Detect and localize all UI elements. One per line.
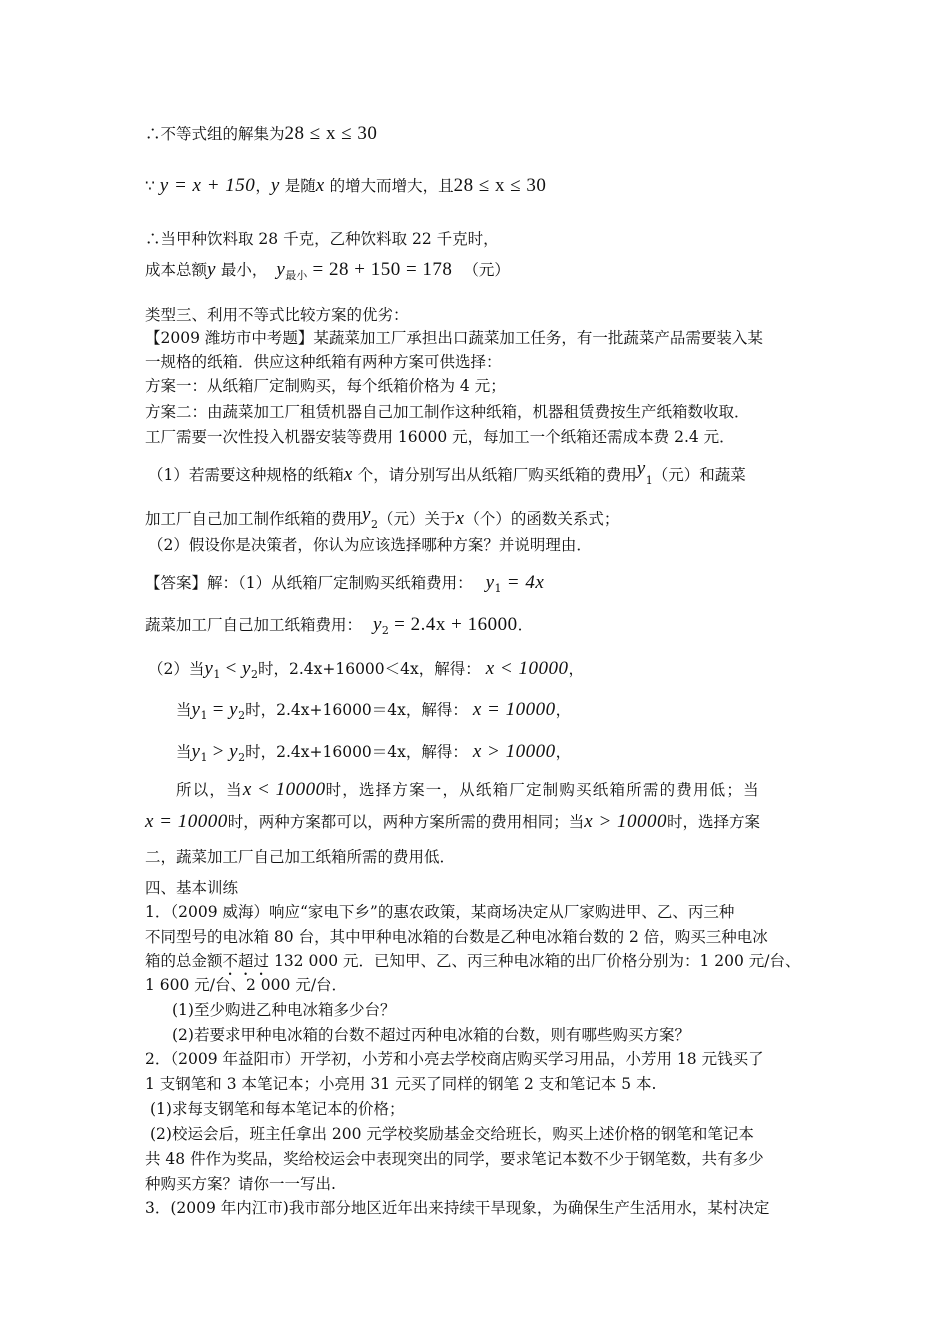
math-subscript: 2	[238, 751, 246, 764]
math-var: y	[229, 741, 239, 762]
math-expression: = 2.4x + 16000	[388, 614, 518, 635]
text: （1）若需要这种规格的纸箱	[148, 466, 344, 484]
text: ，	[555, 701, 572, 719]
compare-greater-line	[176, 742, 571, 768]
math-equation: x = 10000	[145, 811, 228, 832]
exercise-1-text: 1．（2009 威海）响应“家电下乡”的惠农政策，某商场决定从厂家购进甲、乙、丙三种	[145, 903, 735, 921]
text: 时，2.4x+16000＝4x，解得：	[245, 701, 468, 719]
math-subscript: 最小	[285, 269, 308, 282]
exercise-1-q2: (2)若要求甲种电冰箱的台数不超过丙种电冰箱的台数，则有哪些购买方案？	[172, 1026, 690, 1044]
text: （个）的函数关系式；	[464, 510, 620, 528]
math-subscript: 1	[645, 474, 653, 487]
section-heading-training: 四、基本训练	[145, 879, 239, 897]
math-expression: = 28 + 150 = 178	[307, 259, 453, 280]
text: （元）	[463, 261, 510, 279]
math-var: y	[229, 699, 239, 720]
text: 时，选择方案一，从纸箱厂定制购买纸箱所需的费用低；当	[325, 781, 760, 799]
math-subscript: 2	[250, 668, 258, 681]
compare-less-line	[148, 659, 584, 685]
question-1-line	[148, 459, 746, 491]
exercise-3-text: 3．(2009 年内江市)我市部分地区近年出来持续干旱现象，为确保生产生活用水，某村决定	[145, 1199, 770, 1217]
text: 时，选择方案	[667, 813, 761, 831]
math-subscript: 1	[494, 582, 502, 595]
text: 蔬菜加工厂自己加工纸箱费用：	[145, 616, 363, 634]
text: 当	[176, 743, 192, 761]
math-var: y	[485, 572, 495, 593]
math-function: y = x + 150	[159, 175, 256, 196]
math-var: y	[362, 504, 371, 525]
math-var: y	[270, 175, 280, 196]
function-increasing-line	[145, 176, 546, 196]
text: （元）和蔬菜	[652, 466, 746, 484]
emphasized-text: 不超过	[222, 952, 270, 970]
math-expression: = 4x	[501, 572, 545, 593]
problem-text: 工厂需要一次性投入机器安装等费用 16000 元，每加工一个纸箱还需成本费 2.4 元．	[145, 428, 735, 446]
math-var: y	[204, 658, 214, 679]
text: 当	[176, 701, 192, 719]
math-var: y	[207, 259, 216, 280]
exercise-2-text: 种购买方案？请你一一写出.	[145, 1175, 336, 1193]
math-operator: <	[220, 658, 243, 679]
math-var: x	[455, 508, 465, 529]
math-inequality: x < 10000	[485, 658, 569, 679]
math-var: y	[276, 259, 286, 280]
text: （2）当	[148, 660, 205, 678]
exercise-2-q1: (1)求每支钢笔和每本笔记本的价格；	[150, 1100, 405, 1118]
text: 成本总额	[145, 261, 208, 279]
math-var: y	[372, 614, 382, 635]
math-inequality: 28 ≤ x ≤ 30	[453, 175, 547, 196]
exercise-1-q1: (1)至少购进乙种电冰箱多少台？	[172, 1001, 396, 1019]
math-subscript: 1	[200, 751, 208, 764]
problem-text: 【2009 潍坊市中考题】某蔬菜加工厂承担出口蔬菜加工任务，有一批蔬菜产品需要装入某	[145, 329, 763, 347]
text: 所以，当	[176, 781, 243, 799]
text: 时，2.4x+16000＜4x，解得：	[257, 660, 481, 678]
problem-text: 方案二：由蔬菜加工厂租赁机器自己加工制作这种纸箱，机器租赁费按生产纸箱数收取．	[145, 403, 750, 421]
conclusion-line	[145, 229, 499, 249]
math-subscript: 1	[213, 668, 221, 681]
text: 时，2.4x+16000＝4x，解得：	[245, 743, 468, 761]
problem-text: 方案一：从纸箱厂定制购买，每个纸箱价格为 4 元；	[145, 377, 506, 395]
math-subscript: 1	[200, 709, 208, 722]
math-operator: >	[207, 741, 230, 762]
text: ，	[555, 743, 572, 761]
exercise-2-text: 2．（2009 年益阳市）开学初，小芳和小亮去学校商店购买学习用品，小芳用 18 元钱买了	[145, 1050, 764, 1068]
exercise-1-text: 不同型号的电冰箱 80 台，其中甲种电冰箱的台数是乙种电冰箱台数的 2 倍，购买三种电冰	[145, 928, 768, 946]
text: 加工厂自己加工制作纸箱的费用	[145, 510, 363, 528]
math-var: y	[191, 741, 201, 762]
text: 最小，	[215, 261, 268, 279]
math-var: y	[242, 658, 251, 679]
question-1-line-2	[145, 505, 619, 535]
text: ，	[255, 177, 271, 195]
math-subscript: 2	[238, 709, 246, 722]
math-equation: x = 10000	[472, 699, 556, 720]
text: 132 000 元．已知甲、乙、丙三种电冰箱的出厂价格分别为：1 200 元/台、	[269, 952, 801, 970]
because-symbol: ∵	[145, 177, 160, 195]
solution-set-line	[145, 124, 377, 144]
math-operator: =	[207, 699, 230, 720]
text: 箱的总金额	[145, 952, 223, 970]
problem-text: 一规格的纸箱．供应这种纸箱有两种方案可供选择：	[145, 353, 502, 371]
text: ∴不等式组的解集为	[145, 125, 285, 143]
compare-equal-line	[176, 700, 571, 726]
text: （元）关于	[377, 510, 456, 528]
math-var: y	[636, 458, 646, 479]
math-var: y	[191, 699, 201, 720]
answer-line-2	[145, 615, 533, 641]
math-inequality: x < 10000	[242, 779, 326, 800]
text: ∴当甲种饮料取 28 千克，乙种饮料取 22 千克时，	[145, 230, 499, 248]
math-inequality: x > 10000	[472, 741, 556, 762]
summary-line-3: 二，蔬菜加工厂自己加工纸箱所需的费用低．	[145, 848, 456, 866]
exercise-2-text: 1 支钢笔和 3 本笔记本；小亮用 31 元买了同样的钢笔 2 支和笔记本 5 本.	[145, 1075, 657, 1093]
math-inequality: x > 10000	[584, 811, 668, 832]
text: 个，请分别写出从纸箱厂购买纸箱的费用	[352, 466, 637, 484]
exercise-2-q2: (2)校运会后，班主任拿出 200 元学校奖励基金交给班长，购买上述价格的钢笔和笔记本	[150, 1125, 754, 1143]
math-inequality: 28 ≤ x ≤ 30	[284, 123, 378, 144]
text: 的增大而增大，且	[324, 177, 454, 195]
question-2-line: （2）假设你是决策者，你认为应该选择哪种方案？并说明理由．	[148, 536, 592, 554]
text: 【答案】解：（1）从纸箱厂定制购买纸箱费用：	[145, 574, 473, 592]
exercise-2-text: 共 48 件作为奖品，奖给校运会中表现突出的同学，要求笔记本数不少于钢笔数，共有多少	[145, 1150, 764, 1168]
math-var: x	[315, 175, 325, 196]
text: 是随	[279, 177, 316, 195]
section-heading-type3: 类型三、利用不等式比较方案的优劣：	[145, 306, 409, 324]
exercise-1-text: 1 600 元/台、2 000 元/台．	[145, 976, 348, 994]
min-cost-line	[145, 260, 510, 286]
math-subscript: 2	[370, 518, 378, 531]
text: ．	[517, 616, 534, 634]
text: 时，两种方案都可以，两种方案所需的费用相同；当	[227, 813, 585, 831]
answer-line-1	[145, 573, 544, 599]
summary-line-2	[145, 812, 760, 832]
text: ，	[568, 660, 584, 678]
summary-line-1	[176, 780, 760, 800]
math-var: x	[343, 464, 353, 485]
math-subscript: 2	[381, 624, 389, 637]
